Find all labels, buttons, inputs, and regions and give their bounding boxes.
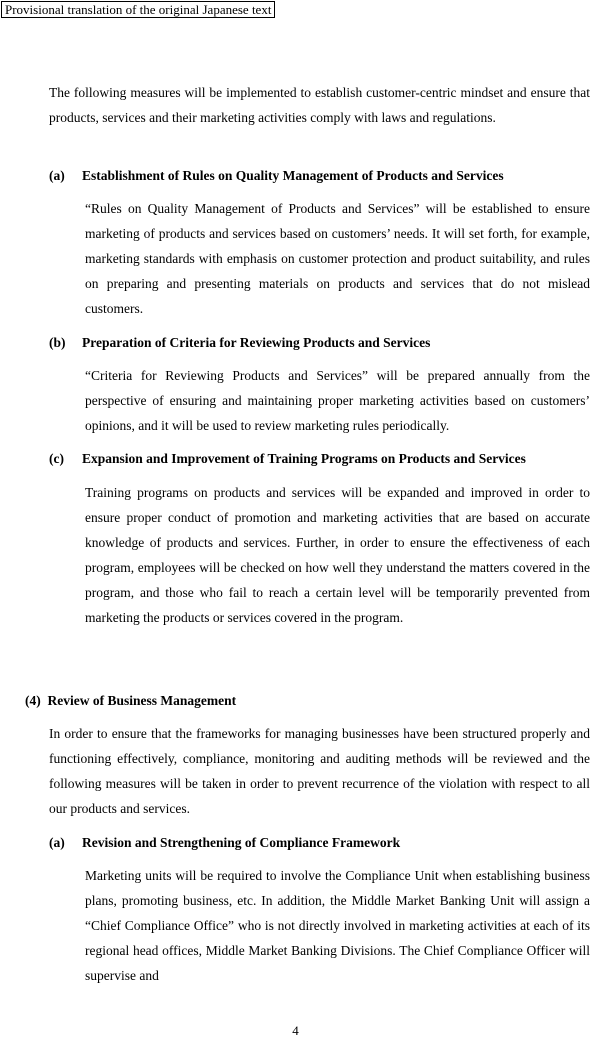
item-a-title: Establishment of Rules on Quality Management of Products and Services — [82, 168, 504, 183]
item-c-title: Expansion and Improvement of Training Programs on Products and Services — [82, 451, 526, 466]
section-4-item-a-title: Revision and Strengthening of Compliance Framework — [82, 835, 401, 850]
item-b-label: (b) — [49, 335, 66, 350]
item-c-body: Training programs on products and services will be expanded and improved in order to ensure proper conduct of promotion and marketing activities that are based on accurate knowledge of products and services. Further, in order to ensure the effectiveness of each program, employees will be checked on how well they understand the matters covered in the program, and those who fail to reach a certain level will be temporarily prevented from marketing the products or services covered in the program. — [85, 485, 590, 625]
item-b-body: “Criteria for Reviewing Products and Services” will be prepared annually from the perspective of ensuring and maintaining proper marketing activities based on customers’ opinions, and it will be used to review marketing rules periodically. — [85, 368, 590, 433]
section-4-item-a-label: (a) — [49, 835, 65, 850]
item-b-heading — [49, 333, 430, 353]
section-4-item-a-body: Marketing units will be required to involve the Compliance Unit when establishing business plans, promoting business, etc. In addition, the Middle Market Banking Unit will assign a “Chief Compliance Office” who is not directly involved in marketing activities at each of its regional head offices, Middle Market Banking Divisions. The Chief Compliance Officer will supervise and — [85, 868, 590, 983]
item-b-title: Preparation of Criteria for Reviewing Products and Services — [82, 335, 431, 350]
item-a-label: (a) — [49, 168, 65, 183]
section-4-intro: In order to ensure that the frameworks for managing businesses have been structured properly and functioning effectively, compliance, monitoring and auditing methods will be reviewed and the following measures will be taken in order to prevent recurrence of the violation with respect to all our products and services. — [49, 726, 590, 816]
intro-paragraph: The following measures will be implemented to establish customer-centric mindset and ensure that products, services and their marketing activities comply with laws and regulations. — [49, 85, 590, 125]
page-number: 4 — [292, 1023, 299, 1038]
item-c-label: (c) — [49, 451, 64, 466]
section-4-heading: (4) Review of Business Management — [25, 693, 237, 708]
translation-banner: Provisional translation of the original Japanese text — [1, 1, 275, 18]
item-a-body: “Rules on Quality Management of Products and Services” will be established to ensure marketing of products and services based on customers’ needs. It will set forth, for example, marketing standards with emphasis on customer protection and product suitability, and rules on preparing and presenting materials on products and services that do not mislead customers. — [85, 201, 590, 316]
section-4-item-a-heading — [49, 833, 400, 853]
item-c-heading — [49, 449, 526, 469]
item-a-heading — [49, 166, 504, 186]
